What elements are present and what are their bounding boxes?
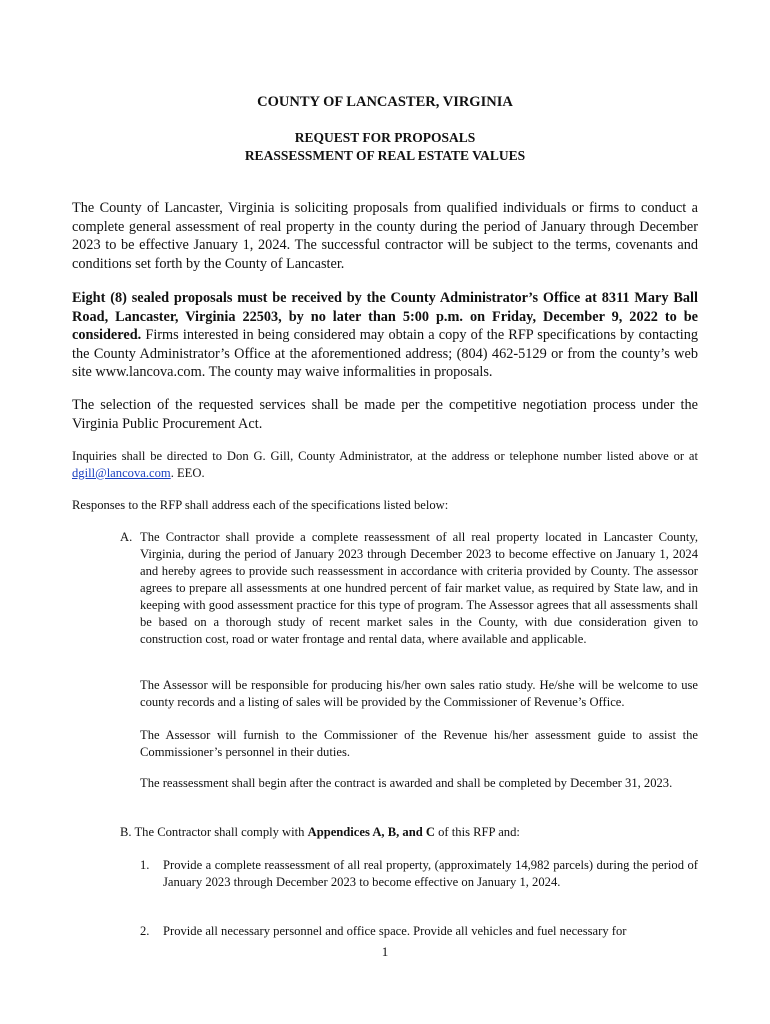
selection-paragraph: The selection of the requested services shall be made per the competitive negotiation process under the Virginia Public Procurement Act. [72, 397, 698, 432]
intro-paragraph: The County of Lancaster, Virginia is soliciting proposals from qualified individuals or firms to conduct a complete general assessment of real property in the county during the period of January through December 2023 to be effective January 1, 2024. The successful contractor will be subject to the terms, covenants and conditions set forth by the County of Lancaster. [72, 200, 698, 272]
email-link[interactable]: dgill@lancova.com [72, 466, 171, 480]
section-a [120, 529, 698, 648]
document-subtitle-rfp: REQUEST FOR PROPOSALS [294, 130, 476, 145]
page-number: 1 [381, 944, 389, 959]
section-b-prefix: B. The Contractor shall comply with [120, 825, 308, 839]
list-item-text: Provide all necessary personnel and office space. Provide all vehicles and fuel necessary for [163, 924, 627, 938]
section-b-suffix: of this RFP and: [434, 825, 520, 839]
list-item-2 [140, 923, 698, 940]
section-b-intro [120, 824, 698, 841]
document-title: COUNTY OF LANCASTER, VIRGINIA [257, 94, 513, 110]
inquiries-eeo: . EEO. [170, 466, 205, 480]
document-subtitle-reassessment: REASSESSMENT OF REAL ESTATE VALUES [244, 148, 526, 163]
section-a-assessment-guide: The Assessor will furnish to the Commissioner of the Revenue his/her assessment guide to assist the Commissioner’s personnel in their duties. [140, 728, 698, 759]
section-b-appendices: Appendices A, B, and C [307, 825, 435, 839]
responses-paragraph: Responses to the RFP shall address each of the specifications listed below: [72, 498, 449, 512]
section-a-label: A. [120, 530, 133, 544]
list-item-text: Provide a complete reassessment of all real property, (approximately 14,982 parcels) during the period of January 2023 through December 2023 to become effective on January 1, 2024. [163, 858, 698, 889]
inquiries-text: Inquiries shall be directed to Don G. Gill, County Administrator, at the address or telephone number listed above or at [72, 449, 698, 463]
proposals-details: Firms interested in being considered may obtain a copy of the RFP specifications by contacting the County Administrator’s Office at the aforementioned address; (804) 462-5129 or from the county’s web site www.lancova.com. The county may waive informalities in proposals. [72, 327, 698, 381]
inquiries-paragraph [72, 448, 698, 482]
list-item-number: 2. [140, 924, 150, 938]
section-a-text: The Contractor shall provide a complete reassessment of all real property located in Lancaster County, Virginia, during the period of January 2023 through December 2023 to become effective on January 1, 2024 and hereby agrees to provide such reassessment in accordance with criteria provided by County. The assessor agrees to prepare all assessments at one hundred percent of fair market value, as required by State law, and in keeping with good assessment practice for this type of program. The Assessor agrees that all assessments shall be based on a thorough study of recent market sales in the County, with due consideration given to construction cost, road or water frontage and rental data, where available and applicable. [140, 530, 698, 646]
list-item-1 [140, 857, 698, 891]
proposals-deadline-bold: Eight (8) sealed proposals must be received by the County Administrator’s Office at 8311 Mary Ball Road, Lancaster, Virginia 22503, by no later than 5:00 p.m. on Friday, December 9, 2022 to be considered. [72, 290, 698, 344]
proposals-paragraph [72, 289, 698, 382]
list-item-number: 1. [140, 858, 150, 872]
section-a-schedule: The reassessment shall begin after the contract is awarded and shall be completed by December 31, 2023. [140, 776, 673, 790]
section-a-sales-ratio: The Assessor will be responsible for producing his/her own sales ratio study. He/she will be welcome to use county records and a listing of sales will be provided by the Commissioner of Revenue’s Office. [140, 678, 698, 709]
